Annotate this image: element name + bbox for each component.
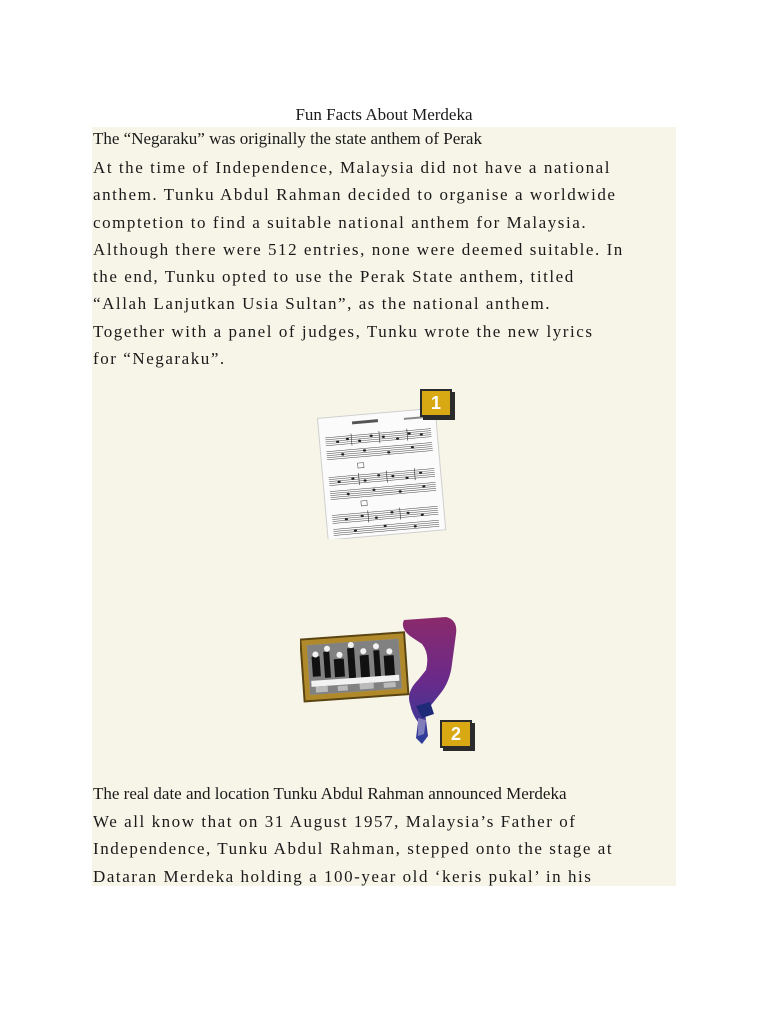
text-line: At the time of Independence, Malaysia did not have a national — [93, 158, 611, 177]
section-heading-negaraku: The “Negaraku” was originally the state anthem of Perak — [93, 129, 482, 148]
figure-number-badge: 1 — [420, 389, 452, 417]
merdeka-figure — [300, 614, 475, 759]
section-heading-real-date: The real date and location Tunku Abdul Rahman announced Merdeka — [93, 784, 567, 803]
text-line: anthem. Tunku Abdul Rahman decided to organise a worldwide — [93, 185, 617, 205]
section-body-negaraku — [93, 154, 676, 372]
text-line: “Allah Lanjutkan Usia Sultan”, as the national anthem. — [93, 294, 552, 314]
page-title: Fun Facts About Merdeka — [295, 105, 473, 124]
text-line: Although there were 512 entries, none were deemed suitable. In — [93, 239, 624, 259]
text-line: for “Negaraku”. — [93, 349, 226, 369]
text-line: Together with a panel of judges, Tunku wrote the new lyrics — [93, 321, 594, 341]
content-area — [92, 127, 676, 886]
text-line: comptetion to find a suitable national anthem for Malaysia. — [93, 212, 588, 232]
figure-number-badge: 2 — [440, 720, 472, 748]
text-line: the end, Tunku opted to use the Perak State anthem, titled — [93, 267, 575, 287]
section-body-real-date — [93, 808, 676, 886]
sheet-music-figure — [314, 389, 454, 539]
text-line: Dataran Merdeka holding a 100-year old ‘keris pukal’ in his — [93, 866, 593, 886]
text-line: Independence, Tunku Abdul Rahman, stepped onto the stage at — [93, 839, 614, 859]
text-line: We all know that on 31 August 1957, Malaysia’s Father of — [93, 812, 577, 831]
